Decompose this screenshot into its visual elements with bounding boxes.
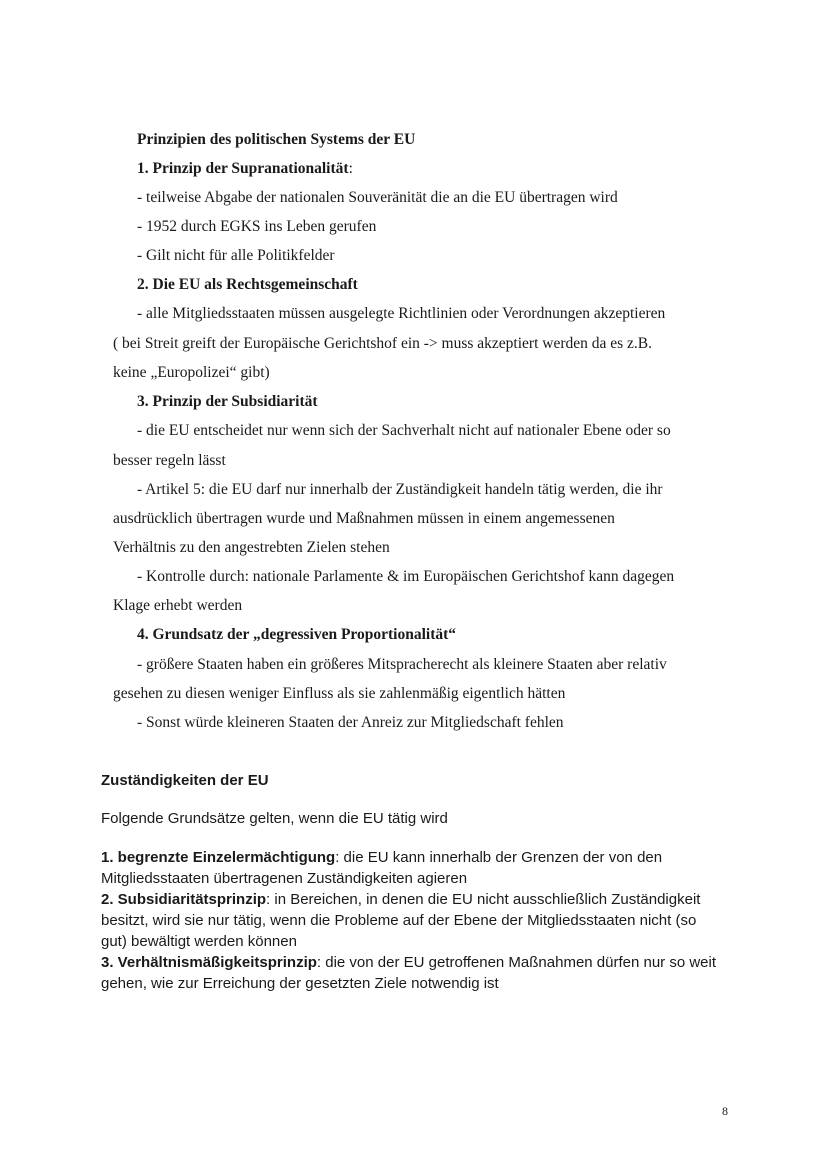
page-number: 8 <box>722 1104 728 1118</box>
principle1-bullet-3: - Gilt nicht für alle Politikfelder <box>137 247 335 264</box>
principle3-bullet-2-line-2: ausdrücklich übertragen wurde und Maßnahmen müssen in einem angemessenen <box>113 510 615 527</box>
section1-title: Prinzipien des politischen Systems der EU <box>137 131 416 148</box>
principle4-bullet-2: - Sonst würde kleineren Staaten der Anreiz zur Mitgliedschaft fehlen <box>137 714 564 731</box>
competence-item-2-text: : in Bereichen, in denen die EU nicht ausschließlich Zuständigkeit <box>266 891 701 908</box>
competence-item-2-line-3: gut) bewältigt werden können <box>101 933 297 950</box>
principle3-heading: 3. Prinzip der Subsidiarität <box>137 393 318 410</box>
principle1-heading-colon: : <box>348 160 353 177</box>
competence-item-1-line-2: Mitgliedsstaaten übertragenen Zuständigkeiten agieren <box>101 870 468 887</box>
principle3-bullet-3-line-1: - Kontrolle durch: nationale Parlamente & im Europäischen Gerichtshof kann dagegen <box>137 568 675 585</box>
competence-item-1-term: 1. begrenzte Einzelermächtigung <box>101 849 336 866</box>
principle2-continuation-1: ( bei Streit greift der Europäische Gerichtshof ein -> muss akzeptiert werden da es z.B. <box>113 335 652 352</box>
principle4-bullet-1-line-2: gesehen zu diesen weniger Einfluss als sie zahlenmäßig eigentlich hätten <box>113 685 566 702</box>
competence-item-3-term: 3. Verhältnismäßigkeitsprinzip <box>101 954 317 971</box>
principle1-heading <box>137 160 353 178</box>
competence-item-1-text: : die EU kann innerhalb der Grenzen der von den <box>335 849 663 866</box>
principle3-bullet-2-line-1: - Artikel 5: die EU darf nur innerhalb der Zuständigkeit handeln tätig werden, die ihr <box>137 481 663 498</box>
principle4-heading: 4. Grundsatz der „degressiven Proportionalität“ <box>137 626 457 643</box>
principle2-heading: 2. Die EU als Rechtsgemeinschaft <box>137 276 358 293</box>
principle2-bullet-1: - alle Mitgliedsstaaten müssen ausgelegte Richtlinien oder Verordnungen akzeptieren <box>137 305 666 322</box>
competence-item-1-line-1 <box>101 847 662 868</box>
principle4-bullet-1-line-1: - größere Staaten haben ein größeres Mitspracherecht als kleinere Staaten aber relativ <box>137 656 667 673</box>
principle3-bullet-1-line-1: - die EU entscheidet nur wenn sich der Sachverhalt nicht auf nationaler Ebene oder so <box>137 422 671 439</box>
competence-item-3-line-2: gehen, wie zur Erreichung der gesetzten Ziele notwendig ist <box>101 975 499 992</box>
principle3-bullet-3-line-2: Klage erhebt werden <box>113 597 243 614</box>
principle1-bullet-2: - 1952 durch EGKS ins Leben gerufen <box>137 218 377 235</box>
competence-item-3-line-1 <box>101 952 716 973</box>
principle2-continuation-2: keine „Europolizei“ gibt) <box>113 364 270 381</box>
competence-item-2-term: 2. Subsidiaritätsprinzip <box>101 891 267 908</box>
competence-item-3-text: : die von der EU getroffenen Maßnahmen dürfen nur so weit <box>316 954 717 971</box>
principle3-bullet-1-line-2: besser regeln lässt <box>113 452 226 469</box>
section2-title: Zuständigkeiten der EU <box>101 772 269 789</box>
competence-item-2-line-2: besitzt, wird sie nur tätig, wenn die Probleme auf der Ebene der Mitgliedsstaaten nicht (so <box>101 912 697 929</box>
principle1-heading-text: 1. Prinzip der Supranationalität <box>137 160 349 177</box>
principle3-bullet-2-line-3: Verhältnis zu den angestrebten Zielen stehen <box>113 539 390 556</box>
section2-intro: Folgende Grundsätze gelten, wenn die EU tätig wird <box>101 810 448 827</box>
principle1-bullet-1: - teilweise Abgabe der nationalen Souveränität die an die EU übertragen wird <box>137 189 618 206</box>
competence-item-2-line-1 <box>101 889 700 910</box>
